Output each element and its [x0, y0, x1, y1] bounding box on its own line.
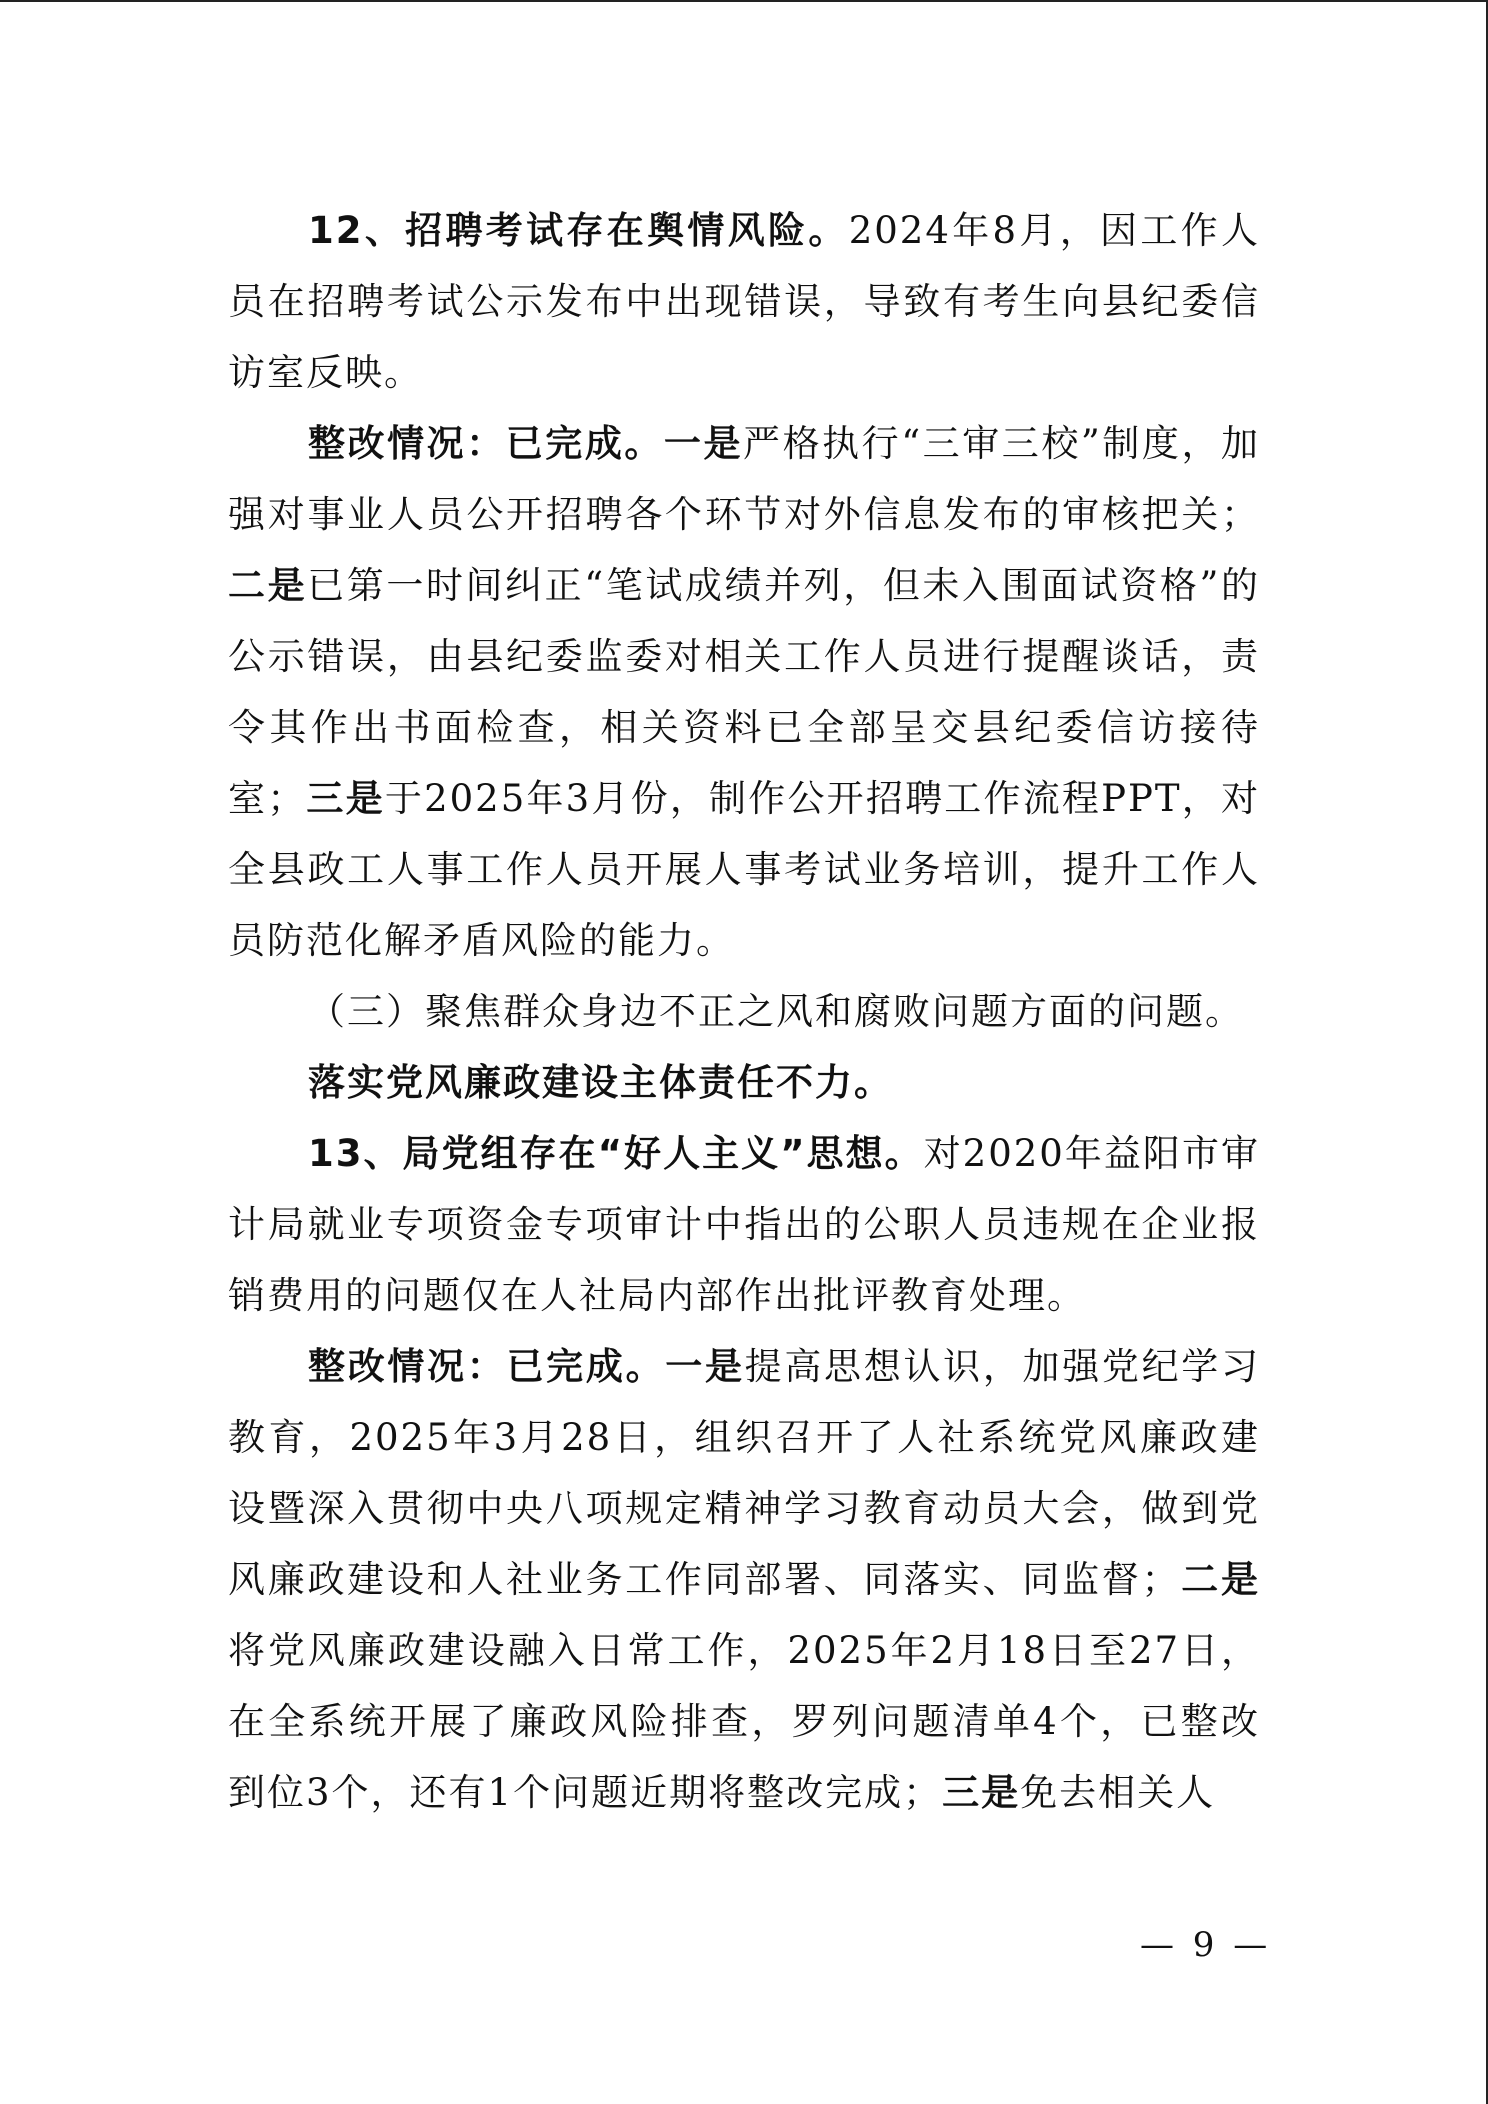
- rectification-text: 提高思想认识，加强党纪学习教育，2025年3月28日，组织召开了人社系统党风廉政建设暨深入贯彻中央八项规定精神学习教育动员大会，做到党风廉政建设和人社业务工作同部署、同落实、同监督；: [228, 1345, 1261, 1601]
- section-heading-3: [228, 976, 1260, 1047]
- paragraph-item-12-rectification: [228, 408, 1260, 976]
- subsection-heading-text: 落实党风廉政建设主体责任不力。: [308, 1061, 893, 1104]
- item-13-heading: 13、局党组存在“好人主义”思想。: [308, 1132, 924, 1175]
- document-body: [228, 195, 1260, 1828]
- page-number: — 9 —: [1140, 1925, 1272, 1965]
- paragraph-item-13-rectification: [228, 1331, 1260, 1828]
- rectification-status-label: 整改情况：已完成。一是: [308, 422, 744, 465]
- rectification-status-label: 整改情况：已完成。一是: [308, 1345, 745, 1388]
- rectification-text: 于2025年3月份，制作公开招聘工作流程PPT，对全县政工人事工作人员开展人事考试业务培训，提升工作人员防范化解矛盾风险的能力。: [228, 777, 1261, 962]
- rectification-point-label: 三是: [306, 777, 385, 820]
- rectification-point-label: 二是: [228, 564, 308, 607]
- rectification-point-label: 二是: [1180, 1558, 1261, 1601]
- item-12-heading: 12、招聘考试存在舆情风险。: [308, 209, 849, 252]
- subsection-heading: [228, 1047, 1260, 1118]
- paragraph-item-13: [228, 1118, 1260, 1331]
- rectification-text: 严格执行“三审三校”制度，加强对事业人员公开招聘各个环节对外信息发布的审核把关；: [228, 422, 1260, 536]
- rectification-text: 已第一时间纠正“笔试成绩并列，但未入围面试资格”的公示错误，由县纪委监委对相关工作人员进行提醒谈话，责令其作出书面检查，相关资料已全部呈交县纪委信访接待室；: [228, 564, 1260, 820]
- rectification-text: 将党风廉政建设融入日常工作，2025年2月18日至27日，在全系统开展了廉政风险排查，罗列问题清单4个，已整改到位3个，还有1个问题近期将整改完成；: [228, 1629, 1260, 1814]
- rectification-point-label: 三是: [942, 1771, 1021, 1814]
- paragraph-item-12: [228, 195, 1260, 408]
- item-13-text: 对2020年益阳市审计局就业专项资金专项审计中指出的公职人员违规在企业报销费用的问题仅在人社局内部作出批评教育处理。: [228, 1132, 1260, 1317]
- rectification-text: 免去相关人: [1020, 1771, 1216, 1814]
- item-12-text: 2024年8月，因工作人员在招聘考试公示发布中出现错误，导致有考生向县纪委信访室反映。: [228, 209, 1260, 394]
- section-heading-text: （三）聚焦群众身边不正之风和腐败问题方面的问题。: [308, 990, 1244, 1033]
